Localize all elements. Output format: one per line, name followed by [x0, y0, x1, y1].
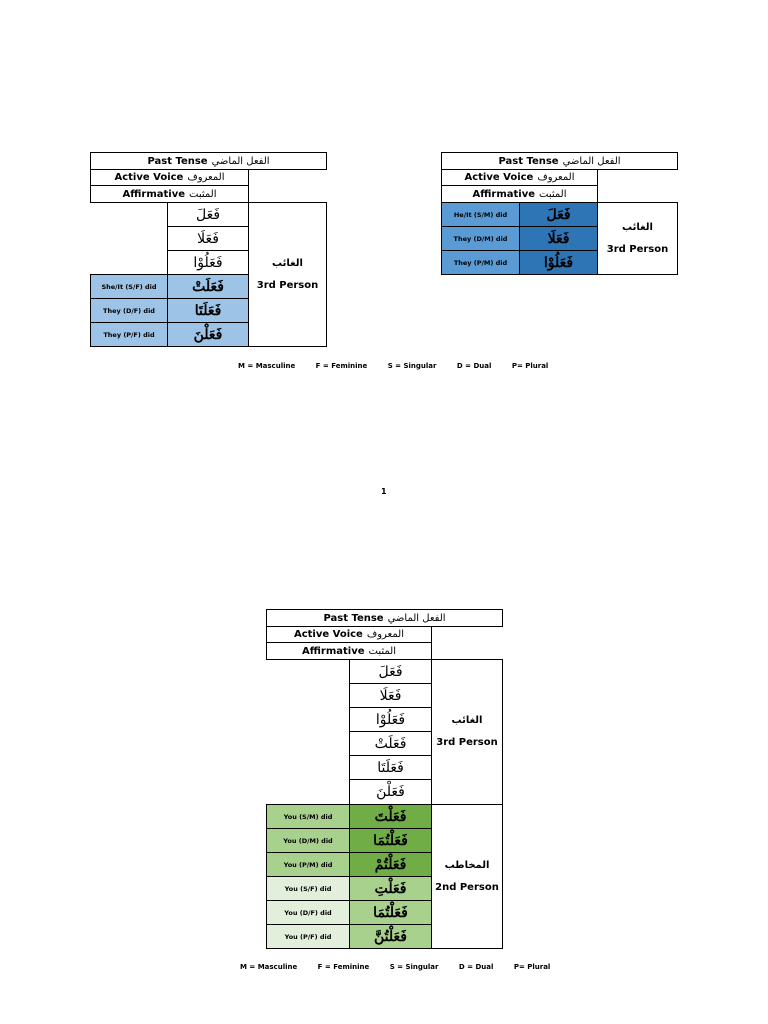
legend-masculine: M = Masculine [240, 963, 298, 971]
legend-plural: P= Plural [513, 963, 551, 971]
verb-you-dm: فَعَلْتُمَا [349, 828, 432, 853]
label-she: She/It (S/F) did [90, 274, 168, 299]
verb-they-dm: فَعَلَا [349, 683, 432, 708]
third-person-ar: الغائب [451, 715, 483, 726]
page-number: 1 [381, 487, 387, 496]
verb-they-pf: فَعَلْنَ [167, 322, 249, 347]
verb-they-dm: فَعَلَا [519, 226, 598, 251]
verb-they-pm: فَعَلُوْا [167, 250, 249, 275]
tense-header [266, 609, 503, 627]
third-person-en: 3rd Person [436, 737, 498, 748]
mood-header [90, 185, 249, 203]
tense-en: Past Tense [323, 612, 384, 624]
verb-they-pf: فَعَلْنَ [349, 779, 432, 805]
verb-they-df: فَعَلَتَا [349, 755, 432, 780]
legend-feminine: F = Feminine [317, 963, 370, 971]
tense-header [90, 152, 327, 170]
second-person-ar: المخاطب [444, 859, 490, 871]
voice-header [441, 169, 598, 186]
verb-you-sf: فَعَلْتِ [349, 876, 432, 901]
second-person-cell [431, 804, 503, 949]
label-you-sm: You (S/M) did [266, 804, 350, 829]
tense-en: Past Tense [498, 155, 559, 167]
legend [238, 362, 566, 370]
voice-en: Active Voice [114, 172, 184, 183]
label-they-dm: They (D/M) did [441, 226, 520, 251]
mood-en: Affirmative [302, 645, 365, 657]
mood-header [441, 185, 598, 203]
third-person-ar: الغائب [622, 221, 653, 233]
legend-plural: P= Plural [511, 362, 549, 370]
label-you-df: You (D/F) did [266, 900, 350, 925]
verb-he: فَعَلَ [349, 659, 432, 684]
mood-ar: المثبت [539, 188, 567, 200]
third-person-cell [597, 202, 678, 275]
third-person-cell [248, 202, 327, 347]
mood-ar: المثبت [368, 645, 396, 657]
verb-you-pm: فَعَلْتُمْ [349, 852, 432, 877]
verb-she: فَعَلَتْ [167, 274, 249, 299]
voice-en: Active Voice [293, 629, 363, 640]
tense-en: Past Tense [147, 155, 208, 167]
verb-you-df: فَعَلْتُمَا [349, 900, 432, 925]
legend-dual: D = Dual [456, 362, 492, 370]
mood-en: Affirmative [472, 188, 536, 200]
mood-header [266, 642, 432, 660]
second-person-en: 2nd Person [435, 881, 499, 893]
verb-he: فَعَلَ [167, 202, 249, 227]
verb-you-sm: فَعَلْتَ [349, 804, 432, 829]
tense-ar: الفعل الماضي [211, 155, 270, 167]
verb-they-df: فَعَلَتَا [167, 298, 249, 323]
legend [240, 963, 568, 971]
mood-en: Affirmative [122, 188, 186, 200]
label-he: He/It (S/M) did [441, 202, 520, 227]
label-you-sf: You (S/F) did [266, 876, 350, 901]
legend-singular: S = Singular [387, 362, 437, 370]
verb-they-pm: فَعَلُوْا [349, 707, 432, 732]
voice-ar: المعروف [366, 629, 404, 640]
verb-they-pm: فَعَلُوْا [519, 250, 598, 275]
voice-en: Active Voice [464, 172, 534, 183]
legend-masculine: M = Masculine [238, 362, 296, 370]
third-person-cell [431, 659, 503, 805]
voice-ar: المعروف [187, 172, 225, 183]
tense-ar: الفعل الماضي [387, 612, 446, 624]
legend-feminine: F = Feminine [315, 362, 368, 370]
label-you-pm: You (P/M) did [266, 852, 350, 877]
legend-singular: S = Singular [389, 963, 439, 971]
legend-dual: D = Dual [458, 963, 494, 971]
label-you-dm: You (D/M) did [266, 828, 350, 853]
label-they-df: They (D/F) did [90, 298, 168, 323]
third-person-en: 3rd Person [256, 279, 319, 291]
third-person-ar: الغائب [272, 257, 303, 269]
label-they-pm: They (P/M) did [441, 250, 520, 275]
tense-ar: الفعل الماضي [562, 155, 621, 167]
label-they-pf: They (P/F) did [90, 322, 168, 347]
voice-header [266, 626, 432, 643]
voice-ar: المعروف [537, 172, 575, 183]
tense-header [441, 152, 678, 170]
verb-he: فَعَلَ [519, 202, 598, 227]
mood-ar: المثبت [189, 188, 217, 200]
verb-she: فَعَلَتْ [349, 731, 432, 756]
verb-they-dm: فَعَلَا [167, 226, 249, 251]
verb-you-pf: فَعَلْتُنَّ [349, 924, 432, 949]
third-person-en: 3rd Person [606, 243, 669, 255]
voice-header [90, 169, 249, 186]
label-you-pf: You (P/F) did [266, 924, 350, 949]
